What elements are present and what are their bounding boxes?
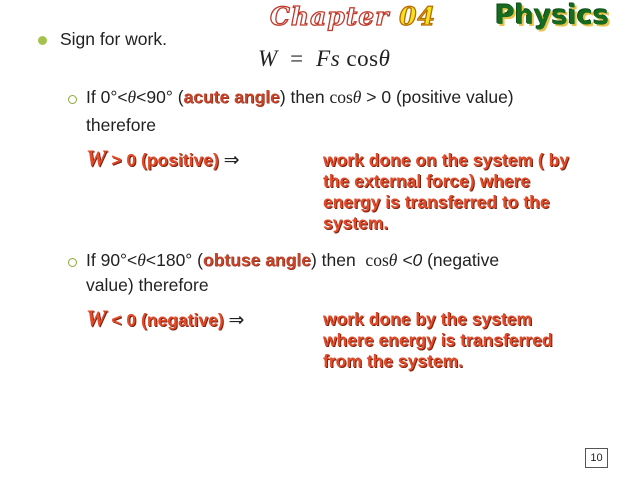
implies-arrow-icon: ⇒ <box>228 310 245 331</box>
formula-eq: = <box>290 46 304 71</box>
case2-line2: value) therefore <box>86 275 209 295</box>
case2-if: If 90°< <box>86 250 138 270</box>
case2-result: <0 <box>402 250 423 270</box>
case1-if: If 0°< <box>86 87 128 107</box>
case1-desc-line: system. <box>323 213 389 233</box>
sub-bullet-ring-icon <box>68 258 77 267</box>
case1-theta: θ <box>127 87 137 107</box>
chapter-number: 04 <box>399 2 436 31</box>
case1-then: ) then <box>279 87 325 107</box>
work-formula <box>258 46 390 72</box>
formula-cos: cos <box>346 46 379 71</box>
subject-title: Physics <box>495 0 610 31</box>
case1-line <box>86 87 514 108</box>
case2-angle: obtuse angle <box>203 250 311 270</box>
formula-theta: θ <box>378 46 391 71</box>
chapter-label-text: Chapter <box>270 2 390 31</box>
case1-cos: cos <box>329 87 353 107</box>
case1-desc-line: energy is transferred to the <box>323 192 550 212</box>
case2-desc-line: work done by the system <box>323 309 533 329</box>
case2-desc-line: where energy is transferred <box>323 330 553 350</box>
case1-condition-text: > 0 (positive) <box>111 150 219 170</box>
case1-therefore: therefore <box>86 115 157 135</box>
case2-line <box>86 250 499 271</box>
case2-theta2: θ <box>388 250 398 270</box>
case2-condition-text: < 0 (negative) <box>111 310 224 330</box>
case2-range: <180° ( <box>145 250 203 270</box>
case1-result: > 0 (positive value) <box>366 87 514 107</box>
case1-desc-line: work done on the system ( by <box>323 150 570 170</box>
case2-description <box>323 309 553 372</box>
sub-bullet-ring-icon <box>68 95 77 104</box>
case2-theta: θ <box>137 250 146 270</box>
case1-condition <box>86 146 240 172</box>
case2-cos: cos <box>365 250 389 270</box>
chapter-label <box>270 2 436 31</box>
slide-title: Sign for work. <box>60 29 167 49</box>
case2-desc-line: from the system. <box>323 351 464 371</box>
case1-w: W <box>86 146 107 171</box>
bullet-dot-icon <box>38 36 47 45</box>
case2-result-tail: (negative <box>427 250 500 270</box>
case2-condition <box>86 306 244 332</box>
case1-theta2: θ <box>352 87 362 107</box>
implies-arrow-icon: ⇒ <box>223 150 240 171</box>
formula-fs: Fs <box>316 46 341 71</box>
case1-range: <90° ( <box>136 87 184 107</box>
case1-angle: acute angle <box>183 87 280 107</box>
page-number: 10 <box>585 448 608 468</box>
case2-w: W <box>86 306 107 331</box>
case1-desc-line: the external force) where <box>323 171 531 191</box>
case1-description <box>323 150 569 234</box>
case2-then: ) then <box>310 250 356 270</box>
formula-lhs: W <box>258 46 278 71</box>
